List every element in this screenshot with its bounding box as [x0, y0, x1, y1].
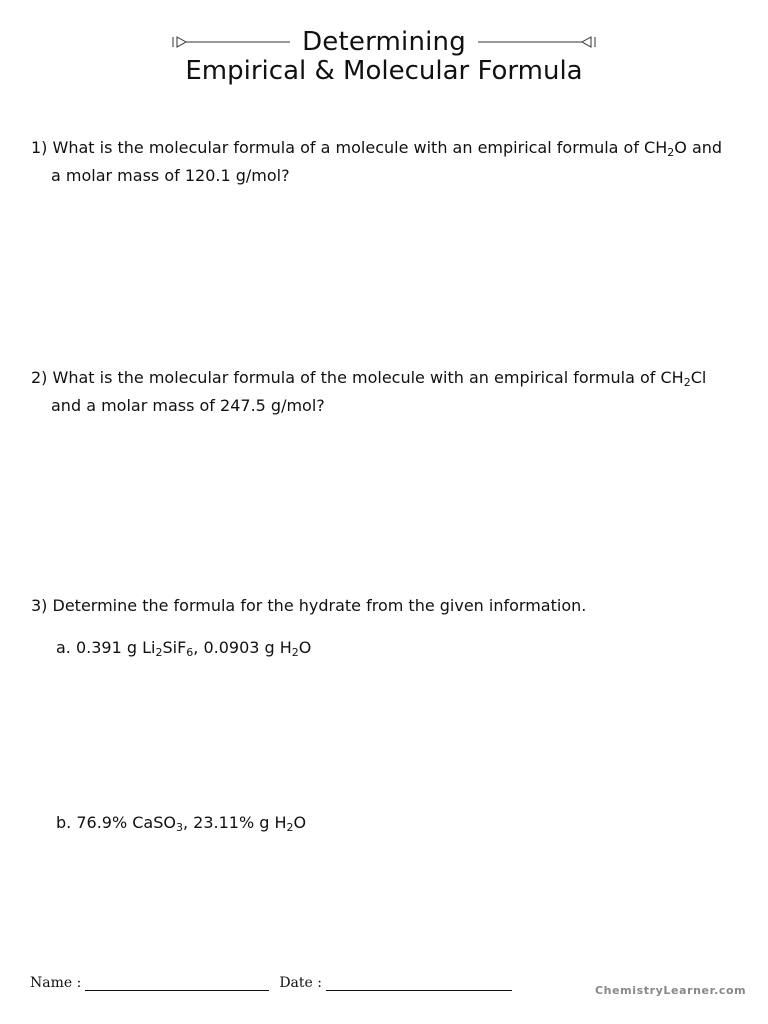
- question-2-line-2: and a molar mass of 247.5 g/mol?: [51, 396, 325, 415]
- q3b-text: , 23.11% g H: [182, 813, 287, 832]
- brand-watermark: ChemistryLearner.com: [595, 984, 747, 997]
- q3b-text: O: [293, 813, 307, 832]
- date-label: Date :: [279, 975, 322, 991]
- subscript: 2: [291, 646, 299, 659]
- subscript: 2: [286, 821, 294, 834]
- left-arrow-ornament-icon: [172, 35, 292, 49]
- subscript: 3: [175, 821, 183, 834]
- name-label: Name :: [30, 975, 82, 991]
- question-1-text: 1) What is the molecular formula of a molecule with an empirical formula of CH: [31, 138, 668, 157]
- title-line-1: Determining: [302, 27, 466, 57]
- subscript: 2: [667, 146, 675, 159]
- question-2-text: 2) What is the molecular formula of the molecule with an empirical formula of CH: [31, 368, 684, 387]
- question-1-line-2: a molar mass of 120.1 g/mol?: [51, 166, 290, 185]
- subscript: 2: [683, 376, 691, 389]
- question-3b: [56, 809, 306, 837]
- name-field[interactable]: [85, 976, 269, 991]
- question-2: [31, 364, 706, 420]
- question-3: [31, 592, 586, 620]
- right-arrow-ornament-icon: [476, 35, 596, 49]
- date-field[interactable]: [326, 976, 512, 991]
- q3b-text: b. 76.9% CaSO: [56, 813, 176, 832]
- question-3a: [56, 634, 311, 662]
- q3a-text: SiF: [162, 638, 187, 657]
- question-2-text-end: Cl: [690, 368, 707, 387]
- footer-fields: [30, 975, 512, 991]
- worksheet-header: [0, 22, 768, 86]
- q3a-text: , 0.0903 g H: [193, 638, 292, 657]
- subscript: 6: [186, 646, 194, 659]
- question-3-text: 3) Determine the formula for the hydrate from the given information.: [31, 596, 587, 615]
- question-1: [31, 134, 722, 190]
- title-line-2: Empirical & Molecular Formula: [185, 56, 583, 86]
- q3a-text: O: [298, 638, 312, 657]
- subscript: 2: [155, 646, 163, 659]
- question-1-text-end: O and: [674, 138, 723, 157]
- q3a-text: a. 0.391 g Li: [56, 638, 156, 657]
